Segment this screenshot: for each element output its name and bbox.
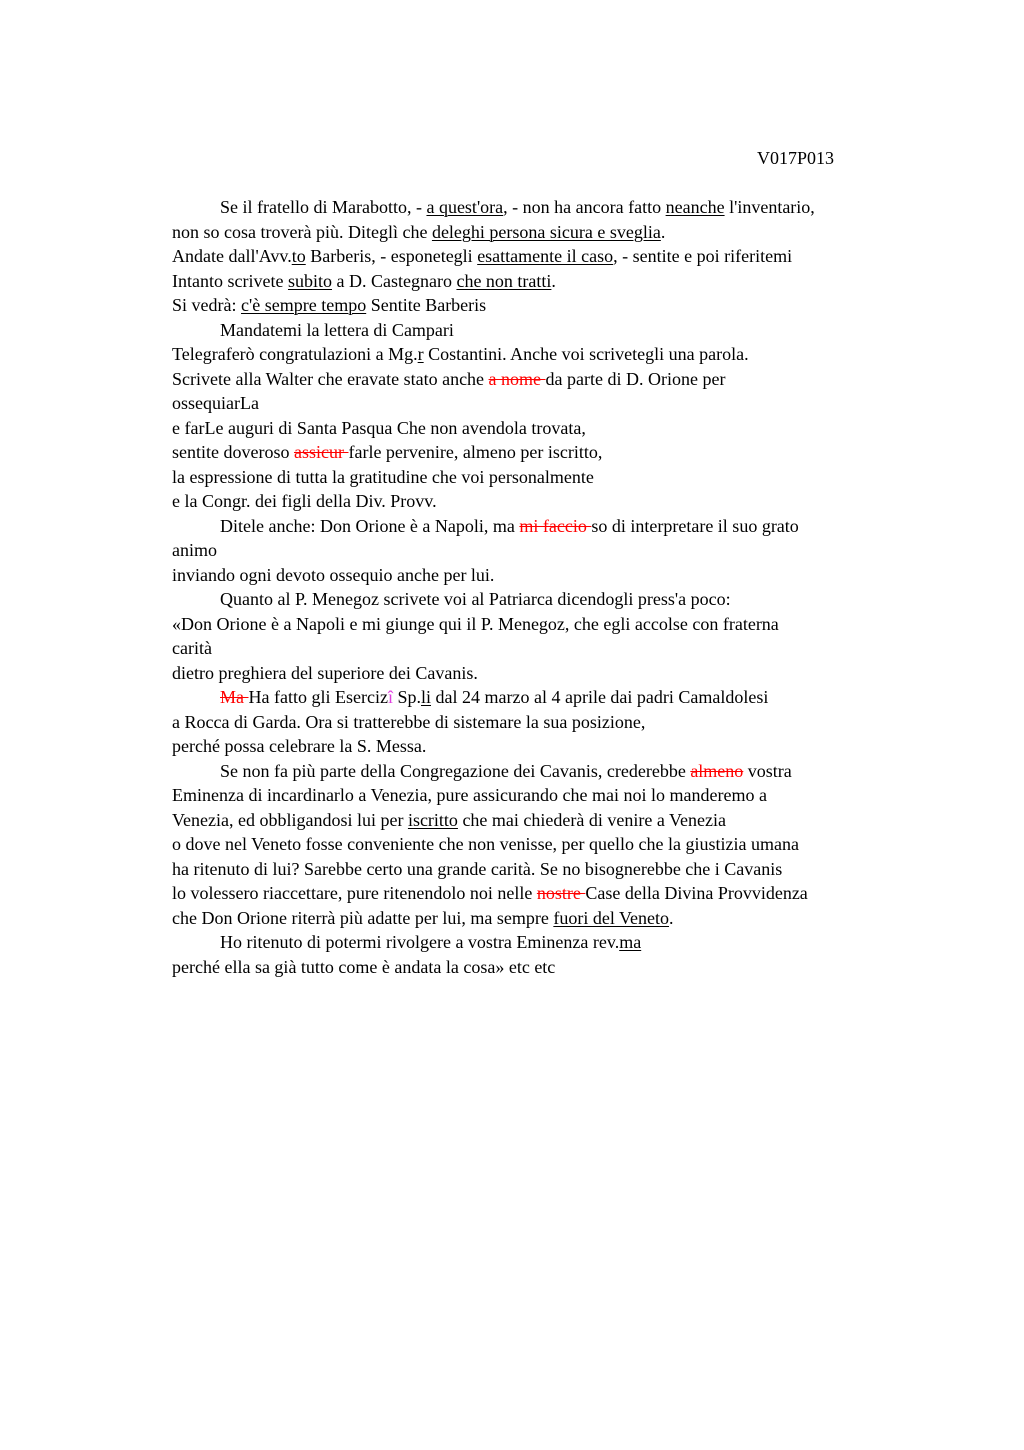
text-segment: so di interpretare il suo grato bbox=[591, 515, 799, 536]
text-line bbox=[172, 563, 912, 588]
text-segment: . bbox=[660, 221, 666, 242]
text-segment: . bbox=[669, 907, 674, 928]
underlined-text: li bbox=[420, 687, 431, 707]
text-line bbox=[172, 710, 912, 735]
text-segment: dietro preghiera del superiore dei Cavanis. bbox=[172, 662, 478, 683]
text-line bbox=[172, 440, 912, 465]
text-segment: vostra bbox=[743, 760, 792, 781]
text-segment: Scrivete alla Walter che eravate stato anche bbox=[172, 368, 489, 389]
text-segment: a D. Castegnaro bbox=[331, 270, 457, 291]
underlined-text: a quest'ora bbox=[426, 197, 504, 217]
text-segment: ha ritenuto di lui? Sarebbe certo una grande carità. Se no bisognerebbe che i Cavanis bbox=[172, 858, 783, 879]
text-segment: non so cosa troverà più. Diteglì che bbox=[172, 221, 432, 242]
underlined-text: to bbox=[291, 246, 306, 266]
text-line bbox=[172, 661, 912, 686]
text-line bbox=[172, 465, 912, 490]
deleted-text: almeno bbox=[690, 760, 744, 781]
text-segment: che mai chiederà di venire a Venezia bbox=[457, 809, 726, 830]
text-segment: ossequiarLa bbox=[172, 393, 259, 413]
deleted-text: a nome bbox=[488, 368, 546, 389]
text-segment: perché ella sa già tutto come è andata la cosa» etc etc bbox=[172, 956, 556, 977]
text-line bbox=[172, 391, 912, 416]
text-segment: Ha fatto gli Eserciz bbox=[248, 687, 388, 707]
text-segment: Si vedrà: bbox=[172, 295, 241, 315]
text-segment: Se non fa più parte della Congregazione dei Cavanis, crederebbe bbox=[220, 760, 691, 781]
text-segment: «Don Orione è a Napoli e mi giunge qui il P. Menegoz, che egli accolse con fraterna bbox=[172, 613, 779, 634]
underlined-text: neanche bbox=[665, 197, 725, 217]
text-line bbox=[172, 612, 912, 637]
underlined-text: deleghi persona sicura e sveglia bbox=[431, 221, 661, 242]
text-segment: , - non ha ancora fatto bbox=[503, 197, 666, 217]
insertion-mark: î bbox=[387, 687, 393, 707]
text-segment: a Rocca di Garda. Ora si tratterebbe di sistemare la sua posizione, bbox=[172, 711, 646, 732]
text-segment: Andate dall'Avv. bbox=[172, 246, 292, 266]
deleted-text: assicur bbox=[293, 442, 349, 462]
text-segment: Sp. bbox=[392, 687, 421, 707]
text-line bbox=[172, 587, 912, 612]
text-line bbox=[172, 636, 912, 661]
text-line bbox=[172, 538, 912, 563]
text-segment: la espressione di tutta la gratitudine che voi personalmente bbox=[172, 466, 594, 487]
text-line bbox=[172, 367, 912, 392]
text-line bbox=[172, 342, 912, 367]
text-line bbox=[172, 220, 912, 245]
text-segment: animo bbox=[172, 540, 217, 560]
text-segment: carità bbox=[172, 638, 212, 658]
text-line bbox=[172, 857, 912, 882]
text-segment: l'inventario, bbox=[724, 197, 815, 217]
text-line bbox=[172, 832, 912, 857]
underlined-text: ma bbox=[619, 932, 642, 952]
text-line bbox=[172, 195, 912, 220]
text-line bbox=[172, 514, 912, 539]
underlined-text: iscritto bbox=[407, 809, 458, 830]
text-line bbox=[172, 808, 912, 833]
document-body bbox=[172, 195, 912, 979]
text-line bbox=[172, 416, 912, 441]
text-segment: o dove nel Veneto fosse conveniente che non venisse, per quello che la giustizia umana bbox=[172, 834, 799, 854]
text-line bbox=[172, 269, 912, 294]
text-segment: sentite doveroso bbox=[172, 442, 294, 462]
text-segment: Mandatemi la lettera di Campari bbox=[220, 319, 454, 340]
text-segment: Se il fratello di Marabotto, - bbox=[220, 197, 427, 217]
deleted-text: mi faccio bbox=[519, 515, 592, 536]
underlined-text: esattamente il caso bbox=[477, 246, 614, 266]
text-segment: che Don Orione riterrà più adatte per lui, ma sempre bbox=[172, 907, 554, 928]
text-segment: Ho ritenuto di potermi rivolgere a vostra Eminenza rev. bbox=[220, 932, 620, 952]
text-line bbox=[172, 955, 912, 980]
text-segment: e farLe auguri di Santa Pasqua Che non avendola trovata, bbox=[172, 417, 586, 438]
text-segment: lo volessero riaccettare, pure ritenendolo noi nelle bbox=[172, 883, 537, 903]
text-segment: . bbox=[551, 270, 556, 291]
text-segment: Ditele anche: Don Orione è a Napoli, ma bbox=[220, 515, 520, 536]
text-line bbox=[172, 685, 912, 710]
text-segment: Case della Divina Provvidenza bbox=[585, 883, 808, 903]
text-segment: Costantini. Anche voi scrivetegli una parola. bbox=[423, 344, 749, 364]
text-line bbox=[172, 489, 912, 514]
text-segment: Telegraferò congratulazioni a Mg. bbox=[172, 344, 418, 364]
deleted-text: Ma bbox=[220, 687, 249, 707]
deleted-text: nostre bbox=[536, 883, 586, 903]
document-code: V017P013 bbox=[757, 148, 835, 168]
text-line bbox=[172, 734, 912, 759]
text-segment: Eminenza di incardinarlo a Venezia, pure assicurando che mai noi lo manderemo a bbox=[172, 785, 767, 805]
text-segment: Sentite Barberis bbox=[366, 295, 487, 315]
underlined-text: fuori del Veneto bbox=[553, 907, 669, 928]
text-segment: Venezia, ed obbligandosi lui per bbox=[172, 809, 408, 830]
text-segment: perché possa celebrare la S. Messa. bbox=[172, 736, 427, 756]
text-segment: inviando ogni devoto ossequio anche per lui. bbox=[172, 564, 495, 585]
text-segment: e la Congr. dei figli della Div. Provv. bbox=[172, 491, 437, 511]
text-line bbox=[172, 244, 912, 269]
text-segment: da parte di D. Orione per bbox=[545, 368, 726, 389]
text-line bbox=[172, 318, 912, 343]
text-line bbox=[172, 293, 912, 318]
text-line bbox=[172, 930, 912, 955]
underlined-text: r bbox=[417, 344, 424, 364]
text-line bbox=[172, 783, 912, 808]
text-line bbox=[172, 759, 912, 784]
text-segment: Quanto al P. Menegoz scrivete voi al Patriarca dicendogli press'a poco: bbox=[220, 589, 731, 609]
underlined-text: che non tratti bbox=[456, 270, 552, 291]
text-segment: dal 24 marzo al 4 aprile dai padri Camaldolesi bbox=[431, 687, 769, 707]
text-segment: , - sentite e poi riferitemi bbox=[613, 246, 793, 266]
text-segment: Intanto scrivete bbox=[172, 270, 288, 291]
underlined-text: subito bbox=[287, 270, 332, 291]
text-line bbox=[172, 906, 912, 931]
underlined-text: c'è sempre tempo bbox=[241, 295, 367, 315]
text-line bbox=[172, 881, 912, 906]
text-segment: Barberis, - esponetegli bbox=[305, 246, 478, 266]
text-segment: farle pervenire, almeno per iscritto, bbox=[348, 442, 603, 462]
